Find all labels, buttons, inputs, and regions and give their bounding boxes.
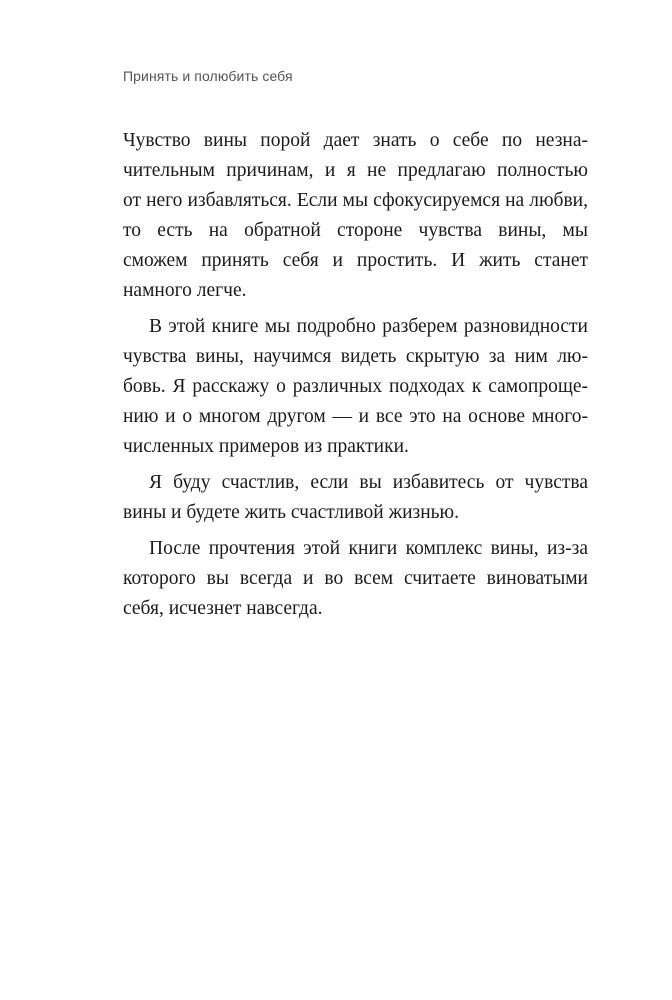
body-text — [123, 126, 588, 630]
paragraph-2 — [123, 312, 588, 462]
paragraph-4 — [123, 534, 588, 624]
text-line: намного легче. — [123, 280, 247, 301]
text-line: чительным причинам, и я не предлагаю полностью — [123, 160, 588, 181]
text-line: Я буду счастлив, если вы избавитесь от чувства — [149, 472, 588, 493]
text-line: В этой книге мы подробно разберем разновидности — [149, 316, 588, 337]
text-line: то есть на обратной стороне чувства вины, мы — [123, 220, 588, 241]
running-header-title: Принять и полюбить себя — [123, 68, 293, 84]
text-line: чувства вины, научимся видеть скрытую за ним лю- — [123, 346, 588, 367]
text-line: от него избавляться. Если мы сфокусируемся на любви, — [123, 190, 588, 211]
text-line: которого вы всегда и во всем считаете виноватыми — [123, 568, 588, 589]
text-line: бовь. Я расскажу о различных подходах к самопроще- — [123, 376, 588, 397]
text-line: сможем принять себя и простить. И жить станет — [123, 250, 588, 271]
text-line: вины и будете жить счастливой жизнью. — [123, 502, 459, 523]
text-line: После прочтения этой книги комплекс вины, из-за — [149, 538, 588, 559]
text-line: нию и о многом другом — и все это на основе много- — [123, 406, 588, 427]
text-line: численных примеров из практики. — [123, 436, 409, 457]
paragraph-3 — [123, 468, 588, 528]
text-line: Чувство вины порой дает знать о себе по незна- — [123, 130, 588, 151]
text-line: себя, исчезнет навсегда. — [123, 598, 323, 619]
paragraph-1 — [123, 126, 588, 306]
